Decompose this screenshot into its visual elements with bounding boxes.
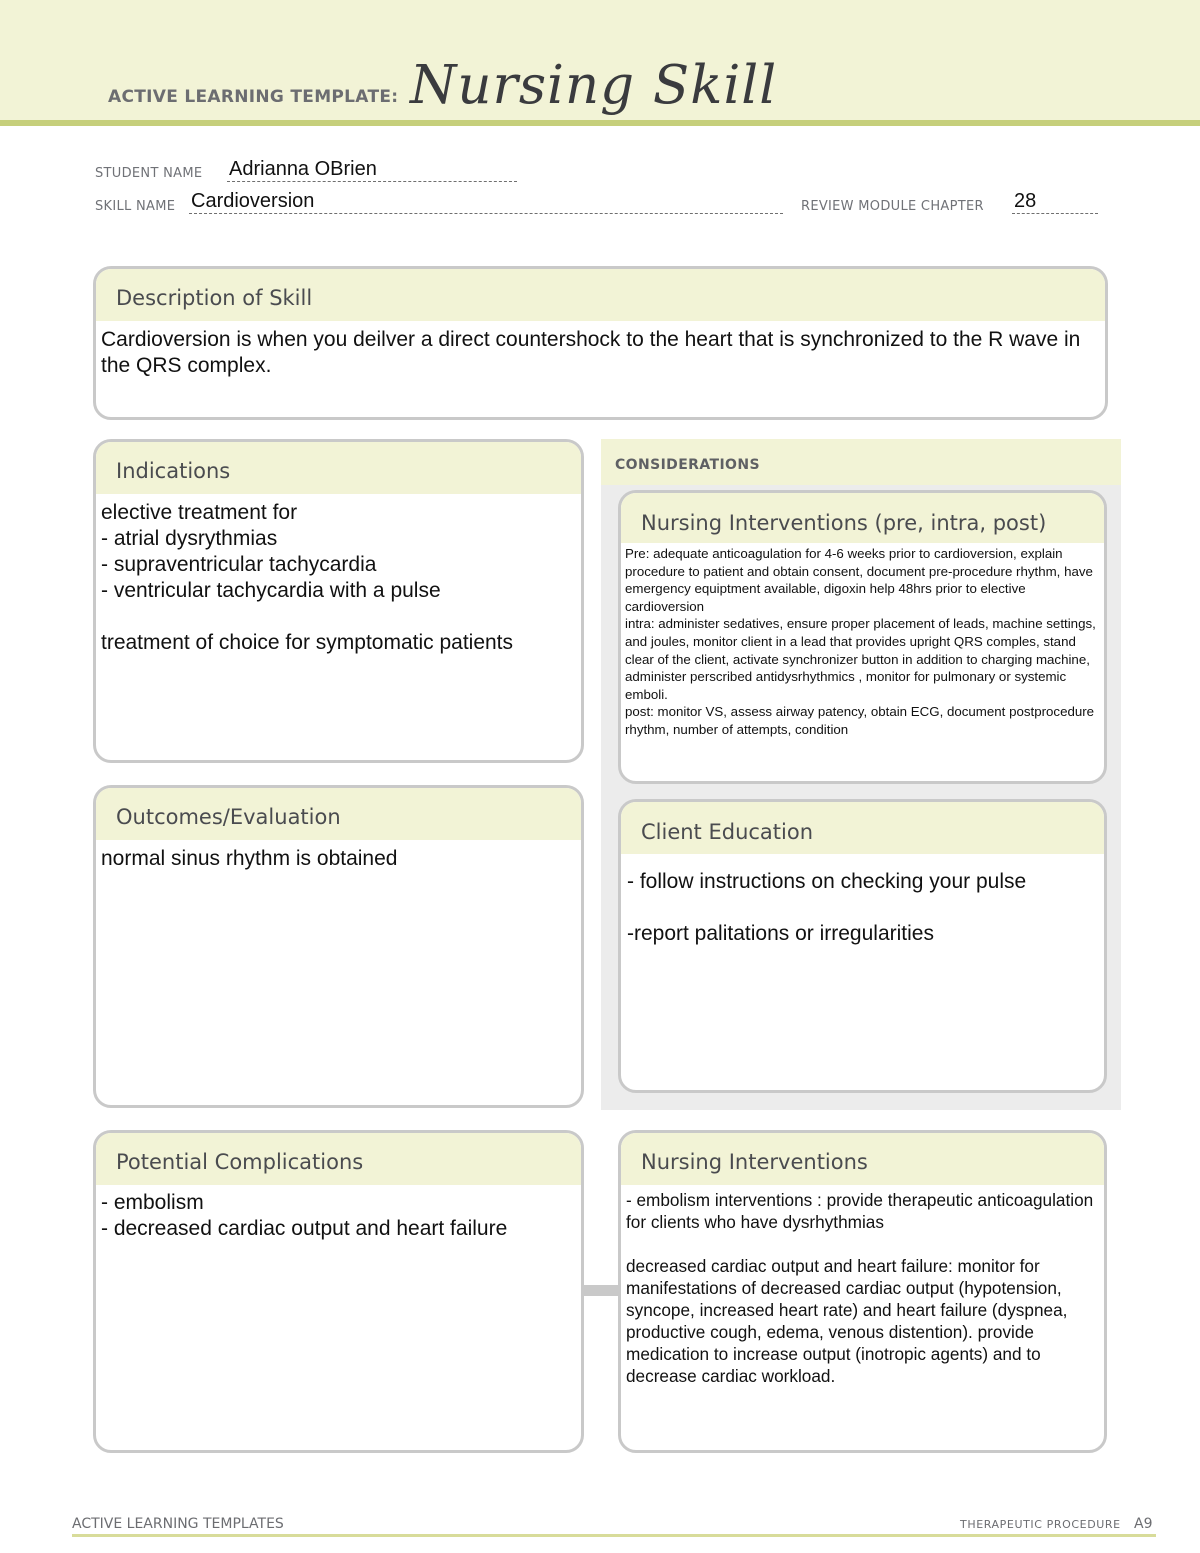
student-name-field[interactable] bbox=[227, 160, 517, 182]
outcomes-text[interactable]: normal sinus rhythm is obtained bbox=[101, 847, 398, 870]
skill-name-field[interactable] bbox=[189, 192, 783, 214]
header-banner bbox=[0, 0, 1200, 126]
nursing-interventions-box bbox=[618, 1130, 1107, 1453]
nursing-interventions-heading: Nursing Interventions bbox=[621, 1133, 1104, 1185]
client-education-heading: Client Education bbox=[621, 802, 1104, 854]
skill-name-label: SKILL NAME bbox=[95, 199, 176, 214]
description-box bbox=[93, 266, 1108, 420]
page-number: A9 bbox=[1134, 1516, 1153, 1532]
outcomes-box bbox=[93, 785, 584, 1108]
template-label: ACTIVE LEARNING TEMPLATE: bbox=[108, 87, 399, 107]
client-education-box bbox=[618, 799, 1107, 1093]
chapter-field[interactable] bbox=[1012, 192, 1098, 214]
nursing-interventions-prepost-box bbox=[618, 490, 1107, 784]
student-name-label: STUDENT NAME bbox=[95, 166, 203, 181]
outcomes-heading: Outcomes/Evaluation bbox=[96, 788, 581, 840]
footer-divider bbox=[72, 1534, 1156, 1537]
indications-heading: Indications bbox=[96, 442, 581, 494]
description-text[interactable]: Cardioversion is when you deilver a direct countershock to the heart that is synchronized to the R wave in the QRS complex. bbox=[101, 328, 1081, 377]
nursing-interventions-prepost-text[interactable]: Pre: adequate anticoagulation for 4-6 weeks prior to cardioversion, explain procedure to patient and obtain consent, document pre-procedure rhythm, have emergency equiptment available, digoxin help 48hrs prior to elective cardioversion intra: administer sedatives, ensure proper placement of leads, machine settings, and joules, monitor client in a lead that provides upright QRS comples, stand clear of the client, activate synchronizer button in addition to charging machine, administer perscribed antidysrhythmics , monitor for pulmonary or systemic emboli. post: monitor VS, assess airway patency, obtain ECG, document postprocedure rhythm, number of attempts, condition bbox=[625, 546, 1096, 737]
footer-left: ACTIVE LEARNING TEMPLATES bbox=[72, 1516, 284, 1532]
indications-box bbox=[93, 439, 584, 763]
student-name-value: Adrianna OBrien bbox=[229, 158, 377, 180]
nursing-interventions-text[interactable]: - embolism interventions : provide therapeutic anticoagulation for clients who have dysrhythmias decreased cardiac output and heart failure: monitor for manifestations of decreased cardiac output (hypotension, syncope, increased heart rate) and heart failure (dyspnea, productive cough, edema, venous distention). provide medication to increase output (inotropic agents) and to decrease cardiac workload. bbox=[626, 1190, 1094, 1386]
chapter-value: 28 bbox=[1014, 190, 1037, 212]
skill-name-value: Cardioversion bbox=[191, 190, 315, 212]
footer-right: THERAPEUTIC PROCEDURE bbox=[960, 1518, 1121, 1531]
description-heading: Description of Skill bbox=[96, 269, 1105, 321]
indications-text[interactable]: elective treatment for - atrial dysrythmias - supraventricular tachycardia - ventricular tachycardia with a pulse treatment of choice for symptomatic patients bbox=[101, 501, 514, 654]
complications-box bbox=[93, 1130, 584, 1453]
nursing-interventions-prepost-heading: Nursing Interventions (pre, intra, post) bbox=[621, 493, 1104, 543]
considerations-heading: CONSIDERATIONS bbox=[601, 439, 1121, 485]
connector-bar bbox=[583, 1285, 621, 1296]
chapter-label: REVIEW MODULE CHAPTER bbox=[801, 199, 984, 214]
client-education-text[interactable]: - follow instructions on checking your pulse -report palitations or irregularities bbox=[627, 870, 1027, 945]
complications-text[interactable]: - embolism - decreased cardiac output and heart failure bbox=[101, 1191, 508, 1240]
complications-heading: Potential Complications bbox=[96, 1133, 581, 1185]
page-title: Nursing Skill bbox=[410, 55, 778, 116]
considerations-panel bbox=[601, 439, 1121, 1110]
